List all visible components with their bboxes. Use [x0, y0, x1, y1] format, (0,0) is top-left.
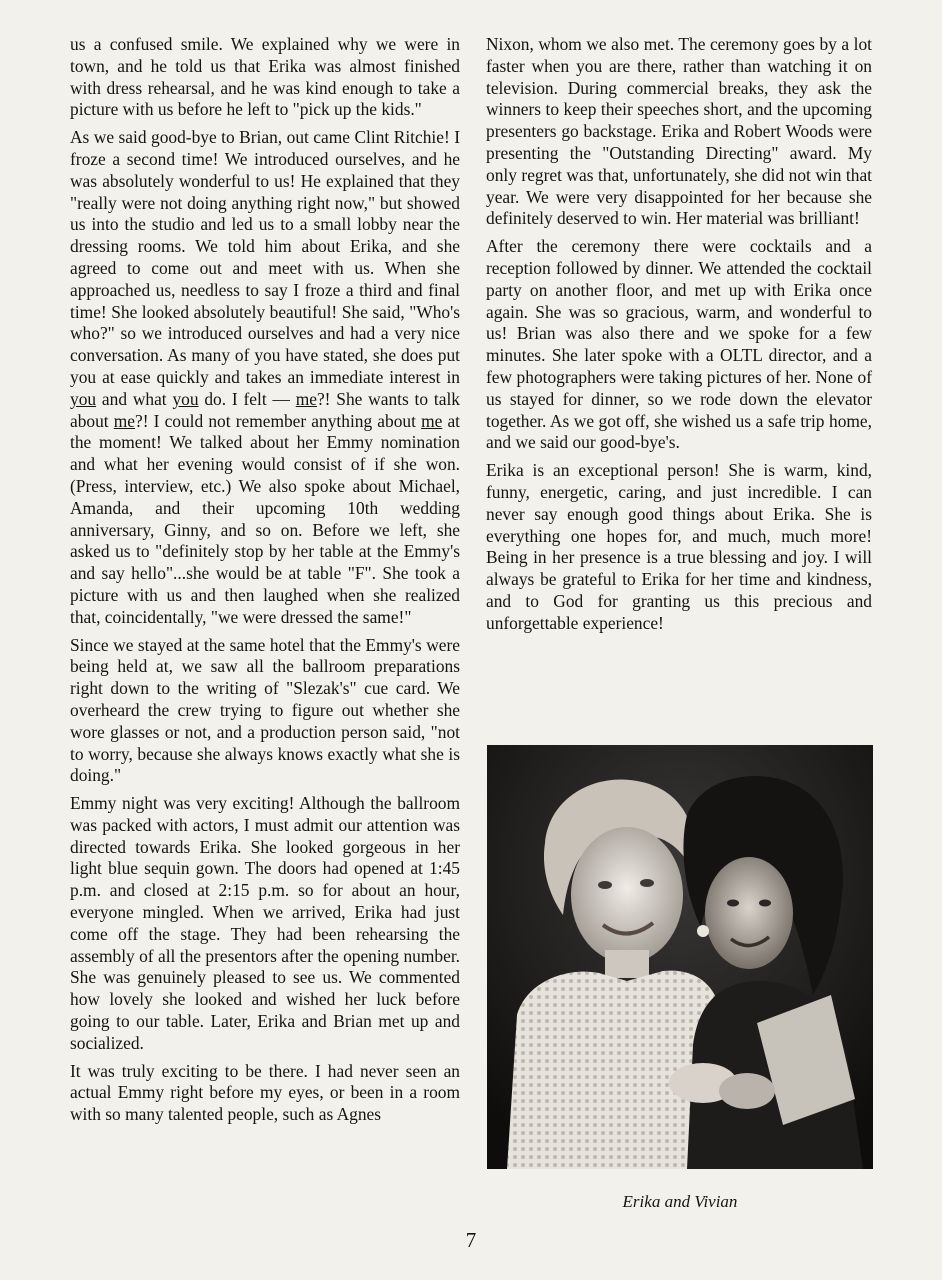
text-run: us a confused smile. We explained why we were in town, and he told us that Erika was almost finished with dress rehearsal, and he was kind enough to take a picture with us before he left to "pick up the kids."	[70, 34, 460, 120]
photo-erika-and-vivian	[487, 745, 873, 1169]
text-run: Erika is an exceptional person! She is warm, kind, funny, energetic, caring, and just incredible. I can never say enough good things about Erika. She is everything one hopes for, and much, much more! Being in her presence is a true blessing and joy. I will always be grateful to Erika for her time and kindness, and to God for granting us this precious and unforgettable experience!	[486, 460, 872, 633]
text-run: Since we stayed at the same hotel that the Emmy's were being held at, we saw all the ballroom preparations right down to the writing of "Slezak's" cue card. We overheard the crew trying to figure out whether she wore glasses or not, and a production person said, "not to worry, because she always knows exactly what she is doing."	[70, 634, 460, 786]
paragraph	[486, 236, 872, 454]
left-column	[70, 34, 460, 1126]
photo-caption: Erika and Vivian	[622, 1192, 738, 1211]
paragraph	[70, 1061, 460, 1126]
text-run: It was truly exciting to be there. I had never seen an actual Emmy right before my eyes, or been in a room with so many talented people, such as Agnes	[70, 1060, 460, 1125]
text-run: and what	[96, 388, 173, 409]
paragraph	[70, 793, 460, 1055]
underlined-word: me	[295, 388, 317, 409]
text-run: ?! I could not remember anything about	[135, 410, 422, 431]
earring	[697, 925, 709, 937]
paragraph	[70, 127, 460, 628]
text-run: do. I felt —	[198, 388, 296, 409]
right-woman-face	[705, 857, 793, 969]
photo-illustration	[487, 745, 873, 1169]
underlined-word: me	[421, 410, 443, 431]
paragraph	[486, 34, 872, 230]
text-run: After the ceremony there were cocktails and a reception followed by dinner. We attended the cocktail party on another floor, and met up with Erika once again. She was so gracious, warm, and wonderful to us! Brian was also there and we spoke for a few minutes. She later spoke with a OLTL director, and a few photographers were taking pictures of her. None of us stayed for dinner, so we rode down the elevator together. As we got off, she wished us a safe trip home, and we said our good-bye's.	[486, 236, 872, 453]
text-run: Nixon, whom we also met. The ceremony goes by a lot faster when you are there, rather than watching it on television. During commercial breaks, they ask the winners to keep their speeches short, and the upcoming presenters go backstage. Erika and Robert Woods were presenting the "Outstanding Directing" award. My only regret was that, unfortunately, she did not win that year. We were very disappointed for her because she definitely deserved to win. Her material was brilliant!	[486, 34, 872, 229]
text-run: ?! She wants to talk about	[70, 388, 460, 431]
paragraph	[486, 460, 872, 634]
underlined-word: you	[172, 388, 199, 409]
underlined-word: me	[113, 410, 136, 431]
underlined-word: you	[70, 388, 97, 409]
left-woman-face	[571, 827, 683, 963]
text-run: at the moment! We talked about her Emmy nomination and what her evening would consist of if she won. (Press, interview, etc.) We also spoke about Michael, Amanda, and their upcoming 10th wedding anniversary, Ginny, and so on. Before we left, she asked us to "definitely stop by her table at the Emmy's and say hello"...she would be at table "F". She took a picture with us and then laughed when she realized that, coincidentally, "we were dressed the same!"	[70, 410, 460, 627]
page-number: 7	[465, 1228, 477, 1252]
paragraph	[70, 635, 460, 788]
paragraph	[70, 34, 460, 121]
right-column	[486, 34, 872, 635]
text-run: Emmy night was very exciting! Although the ballroom was packed with actors, I must admit our attention was directed towards Erika. She looked gorgeous in her light blue sequin gown. The doors had opened at 1:45 p.m. and closed at 2:15 p.m. so for about an hour, everyone mingled. When we arrived, Erika had just come off the stage. They had been rehearsing the assembly of all the presentors after the opening number. She was genuinely pleased to see us. We commented how lovely she looked and wished her luck before going to our table. Later, Erika and Brian met up and socialized.	[70, 793, 460, 1053]
text-run: As we said good-bye to Brian, out came Clint Ritchie! I froze a second time! We introduced ourselves, and he was absolutely wonderful to us! He explained that they "really were not doing anything right now," but showed us into the studio and led us to a small lobby near the dressing rooms. We told him about Erika, and she agreed to come out and meet with us. When she approached us, needless to say I froze a third and final time! She looked absolutely beautiful! She said, "Who's who?" so we introduced ourselves and had a very nice conversation. As many of you have stated, she does put you at ease quickly and takes an immediate interest in	[70, 127, 460, 387]
